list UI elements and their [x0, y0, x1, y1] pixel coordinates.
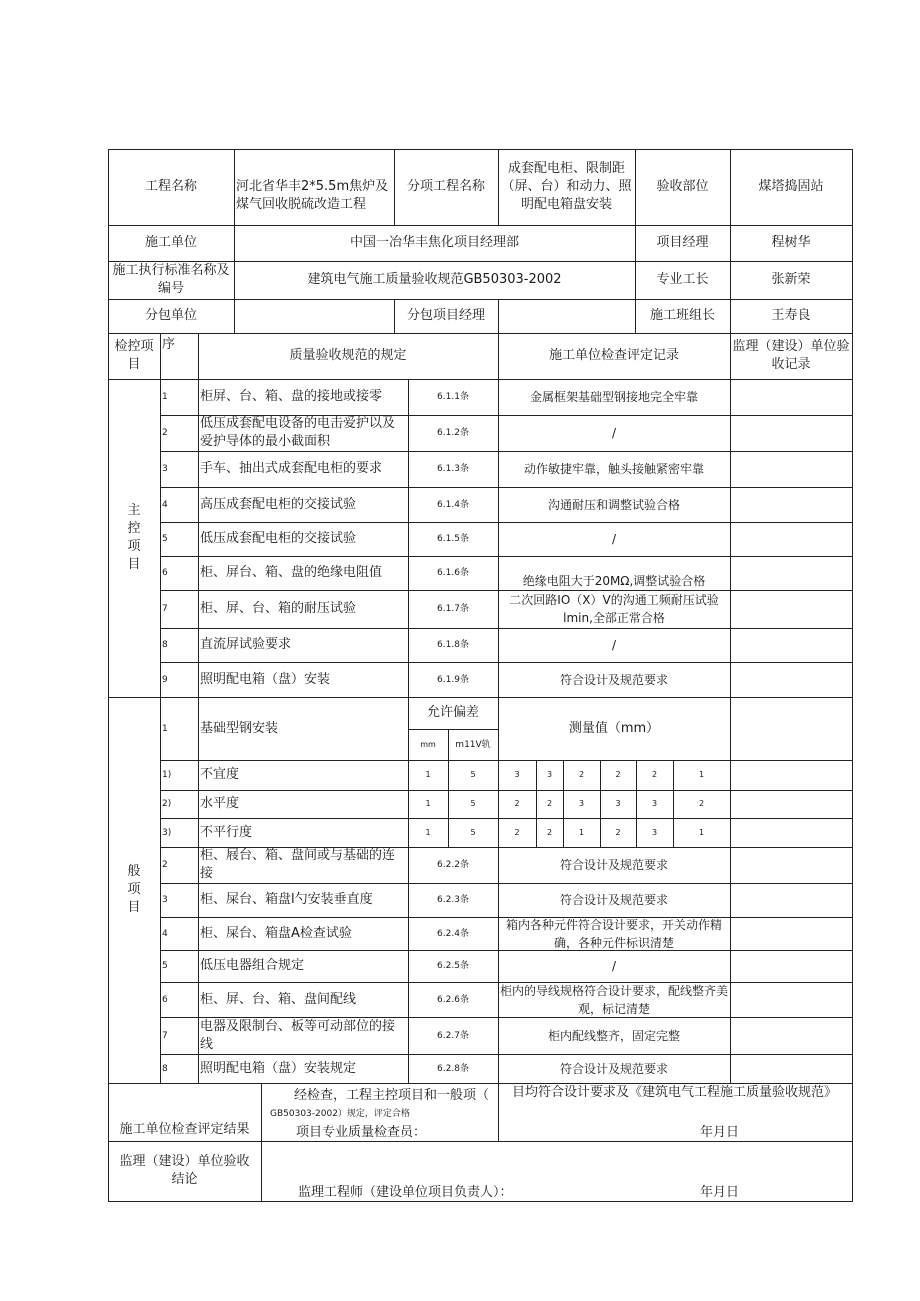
- main-row-clause: 6.1.4条: [437, 499, 469, 510]
- steel-measure-value: 2: [546, 827, 553, 837]
- general-row-no: 6: [162, 994, 168, 1005]
- steel-row-allow-a: 1: [425, 827, 431, 837]
- steel-measure-value: 2: [615, 827, 621, 837]
- foreman-label: 专业工长: [656, 272, 709, 287]
- main-row-record: 沟通耐压和调整试验合格: [547, 497, 680, 512]
- measure-label: 测量值（mm）: [568, 720, 660, 736]
- steel-row-no: 1): [162, 770, 172, 780]
- main-row-record: 绝缘电阻大于20MΩ,调整试验合格: [522, 574, 706, 588]
- standard-label: 施工执行标准名称及编号: [112, 263, 230, 296]
- grid-line: [730, 333, 731, 1084]
- main-row-record: 动作敏捷牢靠，触头接触紧密牢靠: [523, 462, 704, 476]
- construction-unit-label: 施工单位: [144, 235, 197, 250]
- main-row-desc: 直流屏试验要求: [200, 637, 292, 652]
- allow-deviation-label: 允许偏差: [426, 705, 479, 720]
- standard-value: 建筑电气施工质量验收规范GB50303-2002: [307, 272, 562, 287]
- main-row-clause: 6.1.5条: [437, 534, 469, 544]
- col-supervision-header: 监理（建设）单位验收记录: [732, 339, 850, 372]
- steel-measure-value: 2: [698, 799, 705, 808]
- general-row-record: 符合设计及规范要求: [559, 1061, 668, 1076]
- inspector-label: 项目专业质量检查员：: [296, 1125, 427, 1140]
- project-manager-value: 程树华: [771, 235, 811, 250]
- steel-measure-value: 2: [615, 770, 621, 779]
- main-row-no: 9: [162, 674, 168, 685]
- main-row-clause: 6.1.1条: [437, 392, 469, 402]
- steel-measure-value: 3: [615, 799, 621, 808]
- general-row-clause: 6.2.3条: [437, 895, 469, 905]
- general-row-desc: 照明配电箱（盘）安装规定: [200, 1060, 357, 1076]
- steel-row-allow-a: 1: [425, 799, 431, 808]
- general-row-clause: 6.2.5条: [437, 961, 469, 971]
- steel-desc: 基础型钢安装: [200, 720, 279, 736]
- main-row-no: 1: [162, 392, 168, 402]
- steel-measure-value: 3: [546, 770, 553, 779]
- grid-line: [498, 299, 499, 334]
- general-row-desc: 柜、屏、台、箱、盘间配线: [200, 991, 357, 1007]
- construction-result-text1: 经检查，工程主控项目和一般项（: [294, 1088, 490, 1103]
- general-row-desc: 柜、屎台、箱盘A检查试验: [200, 925, 352, 941]
- general-row-no: 3: [162, 895, 168, 905]
- subcontractor-pm-label: 分包项目经理: [406, 308, 485, 323]
- acceptance-part-value: 煤塔捣固站: [758, 179, 824, 194]
- steel-row-desc: 不宜度: [200, 767, 240, 782]
- general-row-record: 符合设计及规范要求: [559, 893, 668, 907]
- general-row-desc: 柜、屎台、箱盘l勺安装垂直度: [200, 892, 373, 907]
- main-row-clause: 6.1.7条: [437, 604, 469, 614]
- general-row-record: 箱内各种元件符合设计要求，开关动作精确，各种元件标识清楚: [505, 917, 722, 950]
- steel-measure-value: 1: [698, 827, 705, 837]
- main-row-record: 符合设计及规范要求: [559, 672, 668, 687]
- general-row-no: 2: [162, 860, 168, 870]
- general-row-record: 柜内配线整齐，固定完整: [547, 1028, 680, 1043]
- general-row-no: 5: [162, 961, 168, 971]
- general-row-clause: 6.2.4条: [437, 928, 469, 939]
- main-row-record: 二次回路IO（X）V的沟通工频耐压试验lmin,全部正常合格: [509, 593, 719, 625]
- main-row-desc: 柜、屏、台、箱的耐压试验: [200, 601, 357, 616]
- general-row-no: 8: [162, 1063, 168, 1074]
- grid-line: [852, 149, 853, 1202]
- col-spec-header: 质量验收规范的规定: [289, 348, 407, 363]
- date-label-1: 年月日: [700, 1125, 740, 1140]
- general-row-desc: 电器及限制台、板等可动部位的接线: [200, 1018, 396, 1052]
- col-seq-header: 序: [162, 337, 176, 352]
- general-row-no: 7: [162, 1030, 168, 1041]
- steel-measure-value: 3: [514, 770, 520, 779]
- general-row-no: 4: [162, 928, 168, 939]
- subcontractor-label: 分包单位: [144, 308, 197, 323]
- main-row-no: 7: [162, 604, 168, 614]
- foreman-value: 张新荣: [771, 272, 811, 287]
- main-row-no: 6: [162, 568, 168, 578]
- acceptance-part-label: 验收部位: [656, 179, 709, 194]
- main-row-desc: 高压成套配电柜的交接试验: [200, 496, 357, 512]
- date-label-2: 年月日: [700, 1185, 740, 1200]
- main-row-no: 8: [162, 640, 168, 650]
- steel-measure-value: 2: [546, 799, 553, 808]
- general-row-record: /: [611, 959, 617, 973]
- main-row-no: 3: [162, 464, 168, 474]
- general-row-clause: 6.2.7条: [437, 1030, 469, 1041]
- project-name-value: 河北省华丰2*5.5m焦炉及煤气回收脱硫改造工程: [236, 179, 389, 212]
- grid-line: [261, 1083, 262, 1202]
- steel-no: 1: [162, 723, 168, 734]
- steel-row-allow-b: 5: [470, 770, 476, 779]
- team-leader-value: 王寿良: [771, 308, 811, 323]
- construction-result-text3: GB50303-2002）规定，评定合格: [270, 1109, 410, 1119]
- steel-row-allow-b: 5: [470, 799, 476, 808]
- main-row-record: /: [611, 532, 617, 546]
- main-items-label: 主控项目: [127, 503, 141, 572]
- sub-project-label: 分项工程名称: [406, 179, 485, 194]
- main-row-desc: 低压成套配电设备的电击爱护以及爱护导体的最小截面积: [200, 416, 396, 449]
- main-row-record: 金属框架基础型钢接地完全牢靠: [529, 390, 698, 404]
- general-row-clause: 6.2.2条: [437, 860, 469, 870]
- general-row-clause: 6.2.8条: [437, 1063, 469, 1074]
- main-row-record: /: [611, 638, 617, 652]
- construction-unit-value: 中国一冶华丰焦化项目经理部: [349, 235, 519, 250]
- main-row-desc: 手车、抽出式成套配电柜的要求: [200, 461, 383, 476]
- team-leader-label: 施工班组长: [649, 308, 715, 323]
- steel-measure-value: 2: [578, 770, 585, 779]
- steel-row-no: 3): [162, 827, 172, 838]
- steel-measure-value: 3: [578, 799, 585, 808]
- steel-measure-value: 3: [651, 799, 658, 808]
- steel-measure-value: 2: [514, 799, 520, 808]
- general-items-label: 般项目: [127, 864, 141, 915]
- steel-measure-value: 2: [514, 827, 520, 837]
- col-record-header: 施工单位检查评定记录: [548, 348, 679, 363]
- steel-measure-value: 3: [651, 827, 658, 837]
- col-item-header: 检控项目: [114, 339, 154, 372]
- main-row-clause: 6.1.6条: [437, 568, 469, 578]
- main-row-desc: 低压成套配电柜的交接试验: [200, 531, 357, 546]
- main-row-record: /: [611, 426, 617, 440]
- steel-row-no: 2): [162, 799, 172, 809]
- main-row-clause: 6.1.3条: [437, 464, 469, 474]
- main-row-no: 4: [162, 499, 168, 510]
- main-row-no: 2: [162, 428, 168, 438]
- main-row-clause: 6.1.8条: [437, 640, 469, 650]
- sub-project-value: 成套配电柜、限制距（屏、台）和动力、照明配电箱盘安装: [501, 161, 632, 212]
- general-row-record: 柜内的导线规格符合设计要求，配线整齐美观，标记清楚: [500, 983, 729, 1016]
- main-row-desc: 照明配电箱（盘）安装: [200, 671, 331, 687]
- construction-result-text2: 目均符合设计要求及《建筑电气工程施工质量验收规范》: [512, 1085, 838, 1100]
- main-row-desc: 柜、屏台、箱、盘的绝缘电阻值: [200, 565, 383, 580]
- steel-row-allow-a: 1: [425, 770, 431, 779]
- main-row-clause: 6.1.2条: [437, 428, 469, 438]
- steel-row-desc: 不平行度: [200, 824, 253, 840]
- general-row-desc: 柜、屐台、箱、盘间或与基础的连接: [200, 848, 396, 881]
- main-row-clause: 6.1.9条: [437, 674, 469, 685]
- general-row-desc: 低压电器组合规定: [200, 958, 305, 973]
- project-manager-label: 项目经理: [656, 235, 709, 250]
- general-row-clause: 6.2.6条: [437, 994, 469, 1005]
- unit-full: m11V轨: [455, 739, 491, 750]
- steel-measure-value: 2: [651, 770, 658, 779]
- supervision-result-label: 监理（建设）单位验收结论: [119, 1154, 250, 1187]
- project-name-label: 工程名称: [144, 179, 197, 194]
- steel-measure-value: 1: [698, 770, 705, 779]
- steel-row-allow-b: 5: [470, 827, 476, 837]
- main-row-no: 5: [162, 534, 168, 544]
- construction-result-label: 施工单位检查评定结果: [119, 1122, 250, 1137]
- steel-row-desc: 水平度: [200, 796, 240, 811]
- engineer-label: 监理工程师（建设单位项目负责人）：: [298, 1185, 513, 1200]
- unit-mm: mm: [420, 739, 436, 749]
- steel-measure-value: 1: [578, 827, 585, 837]
- general-row-record: 符合设计及规范要求: [559, 858, 668, 872]
- main-row-desc: 柜屏、台、箱、盘的接地或接零: [200, 389, 383, 404]
